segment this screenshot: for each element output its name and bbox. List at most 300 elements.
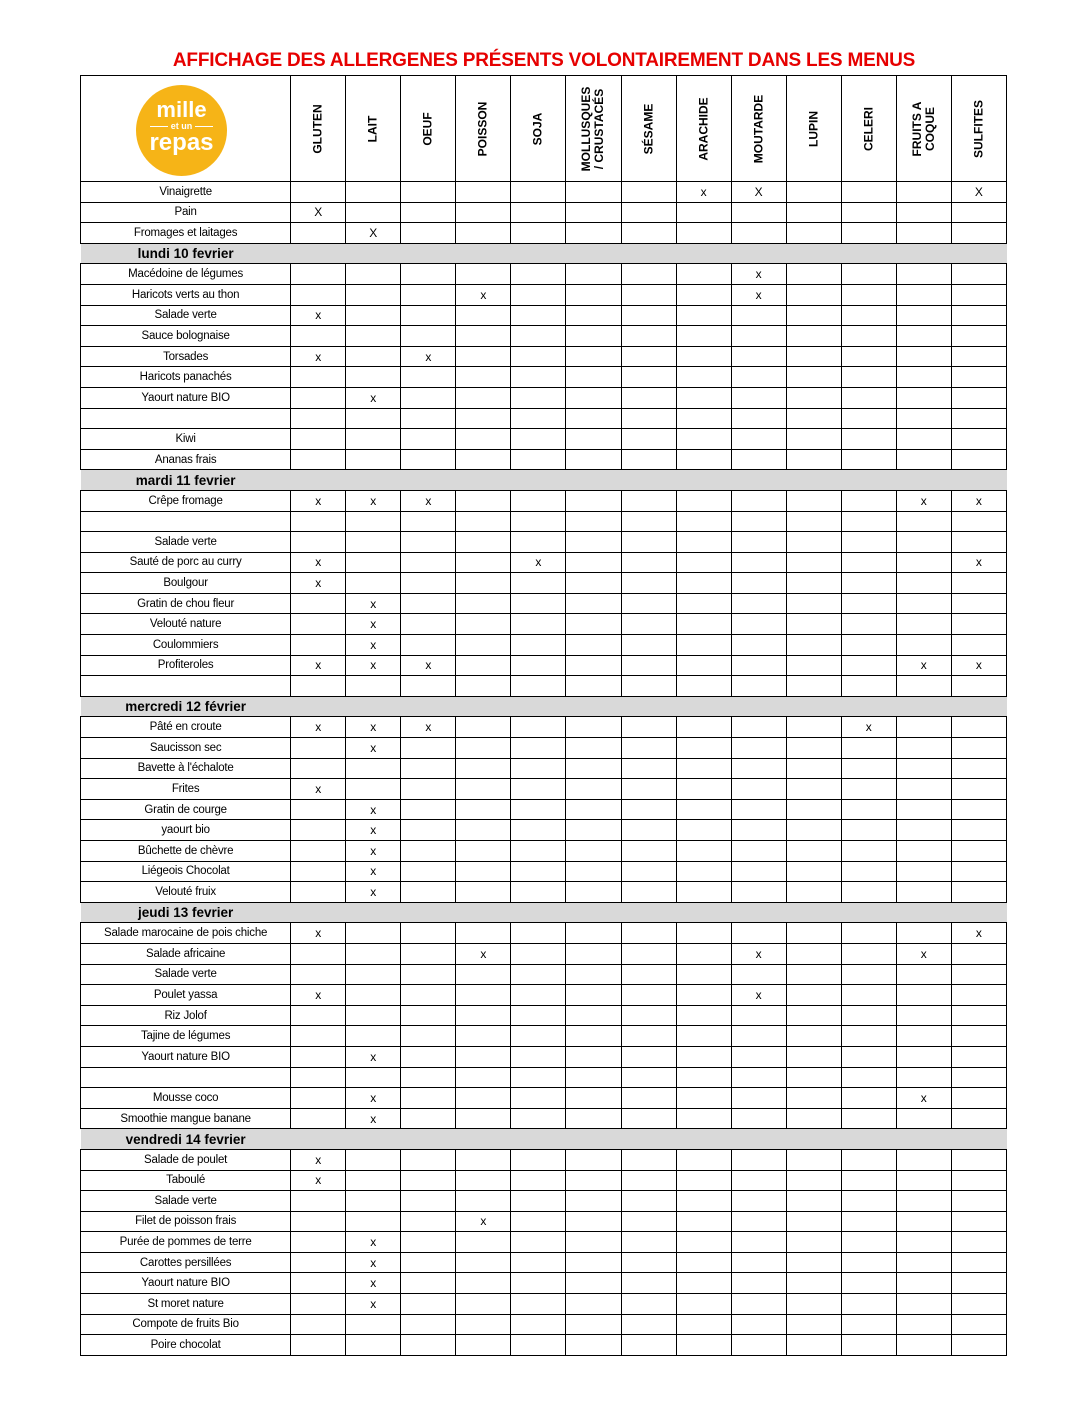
allergen-cell: [621, 841, 676, 862]
allergen-cell: [676, 1211, 731, 1232]
table-row: [81, 387, 1007, 408]
allergen-cell: [841, 202, 896, 223]
allergen-cell: [621, 1211, 676, 1232]
table-row: [81, 1335, 1007, 1356]
allergen-cell: [786, 758, 841, 779]
allergen-cell: [621, 573, 676, 594]
allergen-cell: [291, 1252, 346, 1273]
allergen-cell: x: [291, 490, 346, 511]
allergen-cell: [346, 573, 401, 594]
dish-name: Tajine de légumes: [81, 1026, 291, 1047]
dish-name: Yaourt nature BIO: [81, 1273, 291, 1294]
allergen-cell: [456, 387, 511, 408]
table-row: [81, 182, 1007, 203]
allergen-cell: [786, 1232, 841, 1253]
allergen-cell: [401, 1252, 456, 1273]
allergen-cell: [951, 511, 1006, 532]
allergen-cell: [896, 223, 951, 244]
allergen-cell: [896, 593, 951, 614]
table-row: [81, 1211, 1007, 1232]
allergen-cell: [291, 1108, 346, 1129]
allergen-cell: [731, 1232, 786, 1253]
allergen-cell: [786, 202, 841, 223]
allergen-cell: [951, 1046, 1006, 1067]
allergen-cell: [896, 1149, 951, 1170]
header-row: [81, 76, 1007, 182]
allergen-cell: [511, 882, 566, 903]
table-row: [81, 799, 1007, 820]
allergen-cell: [621, 1026, 676, 1047]
allergen-cell: [291, 1046, 346, 1067]
allergen-cell: [401, 511, 456, 532]
day-header-cell: [346, 470, 401, 491]
allergen-cell: [456, 202, 511, 223]
table-row: [81, 593, 1007, 614]
allergen-cell: [566, 1294, 621, 1315]
day-header-cell: [731, 1129, 786, 1150]
allergen-cell: [896, 326, 951, 347]
table-row: [81, 738, 1007, 759]
dish-name: Poulet yassa: [81, 985, 291, 1006]
allergen-cell: [951, 841, 1006, 862]
allergen-cell: [456, 532, 511, 553]
allergen-cell: [621, 346, 676, 367]
allergen-cell: [951, 964, 1006, 985]
allergen-cell: [511, 408, 566, 429]
day-header-cell: [786, 902, 841, 923]
allergen-cell: [456, 1314, 511, 1335]
allergen-cell: [676, 387, 731, 408]
table-row: [81, 779, 1007, 800]
allergen-cell: [511, 573, 566, 594]
allergen-cell: [401, 1273, 456, 1294]
allergen-cell: [951, 449, 1006, 470]
day-header-cell: [896, 902, 951, 923]
allergen-cell: [951, 1232, 1006, 1253]
allergen-cell: [346, 779, 401, 800]
allergen-cell: [841, 882, 896, 903]
allergen-cell: x: [896, 655, 951, 676]
allergen-cell: [291, 408, 346, 429]
allergen-cell: [346, 182, 401, 203]
allergen-cell: [346, 1005, 401, 1026]
allergen-cell: [841, 511, 896, 532]
allergen-cell: x: [346, 820, 401, 841]
allergen-cell: [346, 305, 401, 326]
allergen-cell: [896, 264, 951, 285]
allergen-cell: [511, 346, 566, 367]
allergen-cell: [896, 1314, 951, 1335]
allergen-cell: [841, 779, 896, 800]
table-row: [81, 1314, 1007, 1335]
table-row: [81, 923, 1007, 944]
allergen-cell: [621, 490, 676, 511]
allergen-cell: [841, 1252, 896, 1273]
allergen-cell: [896, 511, 951, 532]
allergen-cell: [621, 820, 676, 841]
allergen-cell: [401, 1314, 456, 1335]
allergen-cell: [786, 1335, 841, 1356]
day-header-cell: [511, 1129, 566, 1150]
allergen-cell: [951, 573, 1006, 594]
day-header-cell: [291, 696, 346, 717]
logo-cell: [81, 76, 291, 182]
allergen-cell: [456, 408, 511, 429]
allergen-cell: [456, 367, 511, 388]
allergen-cell: [676, 1232, 731, 1253]
allergen-cell: [841, 1335, 896, 1356]
allergen-cell: [731, 882, 786, 903]
allergen-cell: [456, 346, 511, 367]
allergen-cell: [291, 943, 346, 964]
allergen-cell: [456, 985, 511, 1006]
allergen-cell: [786, 1149, 841, 1170]
allergen-cell: [951, 1108, 1006, 1129]
allergen-cell: [731, 861, 786, 882]
allergen-cell: [621, 882, 676, 903]
logo-line-3: repas: [149, 129, 214, 156]
day-header-cell: [951, 470, 1006, 491]
table-row: [81, 1046, 1007, 1067]
day-header-cell: [511, 243, 566, 264]
allergen-cell: [896, 1211, 951, 1232]
allergen-cell: [291, 1232, 346, 1253]
allergen-cell: x: [346, 861, 401, 882]
allergen-cell: x: [951, 655, 1006, 676]
day-header-cell: [731, 902, 786, 923]
allergen-cell: [731, 655, 786, 676]
allergen-cell: [566, 367, 621, 388]
allergen-cell: [896, 820, 951, 841]
allergen-cell: [401, 182, 456, 203]
allergen-cell: [401, 1294, 456, 1315]
allergen-cell: [456, 326, 511, 347]
allergen-cell: [511, 1273, 566, 1294]
table-row: [81, 511, 1007, 532]
dish-name: St moret nature: [81, 1294, 291, 1315]
allergen-cell: x: [951, 552, 1006, 573]
allergen-cell: [676, 635, 731, 656]
allergen-cell: [951, 408, 1006, 429]
allergen-cell: [511, 284, 566, 305]
table-row: [81, 408, 1007, 429]
allergen-cell: [346, 1170, 401, 1191]
allergen-cell: [731, 717, 786, 738]
allergen-cell: [511, 1026, 566, 1047]
allergen-cell: [841, 552, 896, 573]
dish-name: Velouté fruix: [81, 882, 291, 903]
day-header-cell: [621, 696, 676, 717]
dish-name: Velouté nature: [81, 614, 291, 635]
day-header-cell: [896, 243, 951, 264]
dish-name: Yaourt nature BIO: [81, 1046, 291, 1067]
allergen-cell: [456, 490, 511, 511]
day-header-row: [81, 243, 1007, 264]
allergen-cell: [511, 326, 566, 347]
allergen-cell: [841, 1088, 896, 1109]
day-header-cell: [621, 902, 676, 923]
dish-name: Bûchette de chèvre: [81, 841, 291, 862]
allergen-cell: [676, 614, 731, 635]
allergen-cell: [566, 490, 621, 511]
allergen-cell: [566, 1005, 621, 1026]
allergen-cell: [841, 1005, 896, 1026]
allergen-cell: [951, 1252, 1006, 1273]
allergen-cell: [841, 738, 896, 759]
allergen-cell: [731, 552, 786, 573]
day-header-cell: [401, 696, 456, 717]
allergen-cell: [621, 614, 676, 635]
allergen-cell: [566, 408, 621, 429]
allergen-cell: [621, 1088, 676, 1109]
allergen-cell: [291, 1005, 346, 1026]
allergen-cell: [511, 182, 566, 203]
day-header-cell: [291, 243, 346, 264]
allergen-cell: [621, 1335, 676, 1356]
allergen-cell: [896, 841, 951, 862]
column-header-label: SULFITES: [971, 99, 986, 158]
allergen-cell: [511, 1335, 566, 1356]
allergen-cell: [676, 1294, 731, 1315]
allergen-cell: [841, 841, 896, 862]
allergen-cell: x: [346, 1252, 401, 1273]
allergen-cell: [896, 1067, 951, 1088]
allergen-cell: x: [346, 655, 401, 676]
day-header-cell: [401, 470, 456, 491]
allergen-cell: [566, 1273, 621, 1294]
allergen-cell: x: [401, 655, 456, 676]
table-row: [81, 532, 1007, 553]
allergen-cell: [731, 223, 786, 244]
allergen-cell: [731, 511, 786, 532]
column-header: [731, 76, 786, 182]
allergen-cell: [511, 490, 566, 511]
allergen-cell: [841, 223, 896, 244]
table-row: [81, 614, 1007, 635]
column-header-label: LUPIN: [806, 110, 821, 147]
table-row: [81, 717, 1007, 738]
allergen-cell: [786, 490, 841, 511]
allergen-cell: [456, 511, 511, 532]
table-row: [81, 635, 1007, 656]
allergen-cell: [841, 1108, 896, 1129]
allergen-cell: [731, 1191, 786, 1212]
allergen-cell: [456, 820, 511, 841]
allergen-cell: [566, 1067, 621, 1088]
day-header-cell: [456, 243, 511, 264]
allergen-cell: [566, 1335, 621, 1356]
allergen-cell: [291, 1191, 346, 1212]
column-header: [676, 76, 731, 182]
allergen-cell: x: [291, 573, 346, 594]
allergen-cell: x: [676, 182, 731, 203]
allergen-cell: [676, 861, 731, 882]
allergen-cell: [731, 1108, 786, 1129]
allergen-cell: [951, 820, 1006, 841]
table-row: [81, 264, 1007, 285]
allergen-cell: [456, 1046, 511, 1067]
allergen-cell: [346, 429, 401, 450]
allergen-cell: [346, 552, 401, 573]
allergen-cell: [951, 532, 1006, 553]
allergen-cell: [456, 449, 511, 470]
allergen-cell: [731, 573, 786, 594]
allergen-cell: [511, 1108, 566, 1129]
table-row: [81, 1232, 1007, 1253]
allergen-cell: [951, 758, 1006, 779]
allergen-cell: [841, 985, 896, 1006]
dish-name: [81, 511, 291, 532]
allergen-cell: [401, 614, 456, 635]
allergen-cell: [566, 614, 621, 635]
allergen-cell: [896, 1046, 951, 1067]
allergen-cell: [621, 223, 676, 244]
allergen-cell: [291, 1273, 346, 1294]
allergen-cell: [951, 614, 1006, 635]
dish-name: Liégeois Chocolat: [81, 861, 291, 882]
allergen-cell: [951, 882, 1006, 903]
allergen-cell: [786, 573, 841, 594]
dish-name: Mousse coco: [81, 1088, 291, 1109]
allergen-cell: [621, 1067, 676, 1088]
allergen-cell: [841, 943, 896, 964]
day-header-cell: [401, 243, 456, 264]
allergen-cell: [566, 182, 621, 203]
dish-name: Saucisson sec: [81, 738, 291, 759]
allergen-cell: [291, 593, 346, 614]
allergen-cell: x: [896, 1088, 951, 1109]
dish-name: Smoothie mangue banane: [81, 1108, 291, 1129]
allergen-cell: [676, 1088, 731, 1109]
allergen-cell: [841, 1170, 896, 1191]
allergen-cell: [676, 1005, 731, 1026]
allergen-cell: [786, 223, 841, 244]
dish-name: Taboulé: [81, 1170, 291, 1191]
day-header-cell: [621, 243, 676, 264]
allergen-cell: [511, 1211, 566, 1232]
column-header: [841, 76, 896, 182]
allergen-cell: [621, 1149, 676, 1170]
column-header-label: LAIT: [365, 115, 380, 142]
allergen-cell: [841, 593, 896, 614]
dish-name: Salade verte: [81, 305, 291, 326]
allergen-cell: x: [951, 923, 1006, 944]
allergen-cell: [566, 326, 621, 347]
allergen-cell: [291, 861, 346, 882]
day-header-cell: [346, 902, 401, 923]
day-header-cell: [676, 243, 731, 264]
day-header-cell: [786, 1129, 841, 1150]
allergen-cell: [456, 223, 511, 244]
allergen-cell: [731, 202, 786, 223]
allergen-cell: [401, 429, 456, 450]
allergen-cell: [346, 346, 401, 367]
allergen-cell: [731, 326, 786, 347]
dish-name: Pain: [81, 202, 291, 223]
allergen-cell: [896, 387, 951, 408]
allergen-cell: [456, 635, 511, 656]
column-header: [346, 76, 401, 182]
allergen-cell: [291, 182, 346, 203]
allergen-cell: [896, 1252, 951, 1273]
allergen-cell: [401, 861, 456, 882]
allergen-cell: [951, 738, 1006, 759]
allergen-cell: [621, 1252, 676, 1273]
allergen-cell: [401, 1211, 456, 1232]
allergen-cell: [896, 305, 951, 326]
allergen-cell: [456, 552, 511, 573]
allergen-cell: [951, 676, 1006, 697]
allergen-cell: [456, 264, 511, 285]
allergen-cell: [621, 738, 676, 759]
allergen-cell: x: [291, 655, 346, 676]
allergen-cell: [566, 1088, 621, 1109]
allergen-cell: [731, 367, 786, 388]
allergen-cell: [291, 1314, 346, 1335]
allergen-cell: [511, 758, 566, 779]
table-row: [81, 449, 1007, 470]
allergen-cell: [401, 635, 456, 656]
allergen-cell: [291, 676, 346, 697]
day-header-cell: [401, 1129, 456, 1150]
allergen-cell: x: [346, 635, 401, 656]
allergen-cell: [841, 1046, 896, 1067]
allergen-cell: [786, 182, 841, 203]
dish-name: [81, 676, 291, 697]
day-header-cell: [566, 243, 621, 264]
allergen-cell: [896, 799, 951, 820]
allergen-cell: [896, 1026, 951, 1047]
day-header-cell: [786, 470, 841, 491]
table-row: [81, 573, 1007, 594]
allergen-cell: [456, 614, 511, 635]
allergen-cell: X: [291, 202, 346, 223]
allergen-cell: [841, 490, 896, 511]
allergen-cell: [841, 326, 896, 347]
allergen-cell: [346, 964, 401, 985]
allergen-cell: [401, 1170, 456, 1191]
allergen-cell: [621, 552, 676, 573]
allergen-cell: [511, 985, 566, 1006]
allergen-cell: [291, 532, 346, 553]
allergen-cell: x: [731, 284, 786, 305]
allergen-cell: [621, 655, 676, 676]
day-header-cell: [566, 470, 621, 491]
day-header-cell: [401, 902, 456, 923]
allergen-cell: [291, 326, 346, 347]
allergen-cell: [346, 532, 401, 553]
allergen-cell: [731, 635, 786, 656]
allergen-cell: [511, 943, 566, 964]
allergen-cell: [456, 779, 511, 800]
allergen-cell: x: [456, 1211, 511, 1232]
allergen-cell: [786, 1211, 841, 1232]
brand-logo: [136, 85, 227, 176]
allergen-cell: [456, 1294, 511, 1315]
allergen-cell: [291, 264, 346, 285]
allergen-cell: [841, 964, 896, 985]
allergen-cell: [841, 367, 896, 388]
dish-name: Poire chocolat: [81, 1335, 291, 1356]
day-header-cell: [731, 470, 786, 491]
allergen-cell: [676, 1046, 731, 1067]
allergen-cell: [841, 1026, 896, 1047]
allergen-cell: [511, 614, 566, 635]
allergen-cell: [401, 593, 456, 614]
allergen-cell: [566, 820, 621, 841]
allergen-cell: [731, 387, 786, 408]
allergen-cell: X: [951, 182, 1006, 203]
